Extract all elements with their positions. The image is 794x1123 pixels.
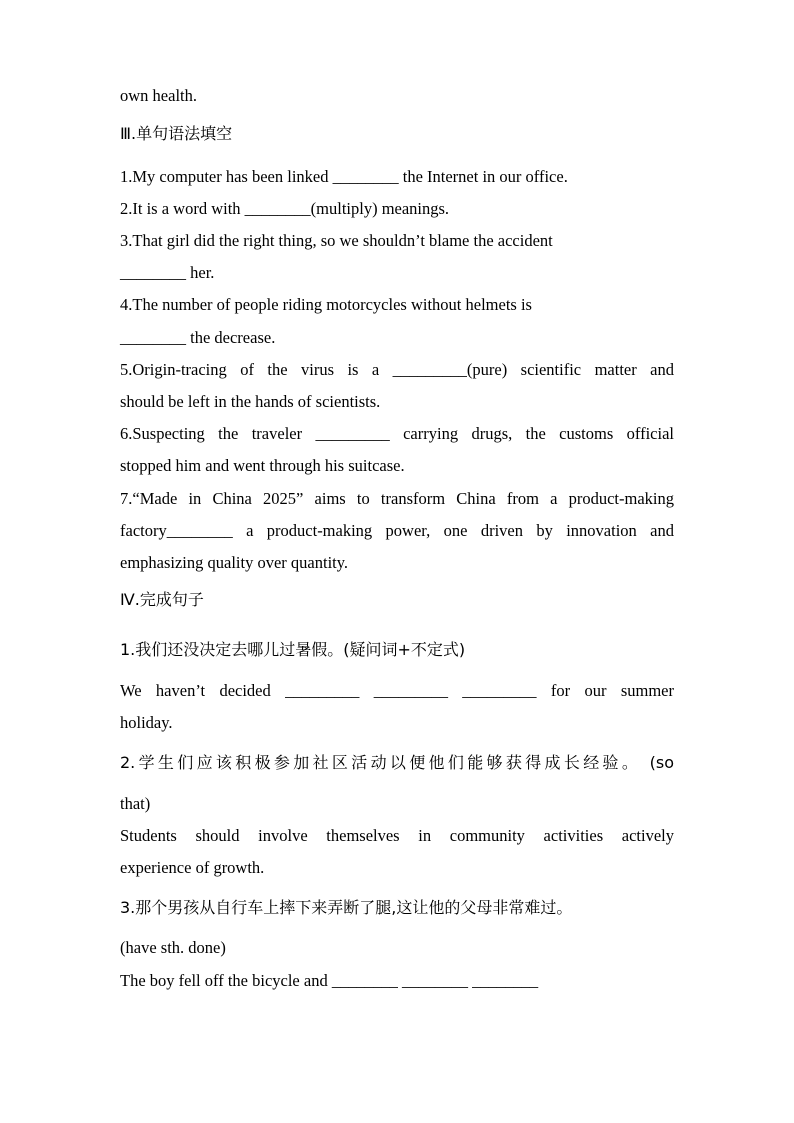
text-line: 1.My computer has been linked ________ the Internet in our office. xyxy=(120,167,568,186)
text-line: The boy fell off the bicycle and ________ ________ ________ xyxy=(120,971,539,990)
text-line: 6.Suspecting the traveler _________ carrying drugs, the customs official xyxy=(120,424,674,443)
text-line: 2.It is a word with ________(multiply) meanings. xyxy=(120,199,450,218)
text-line: holiday. xyxy=(120,713,173,732)
text-line: should be left in the hands of scientists. xyxy=(120,392,381,411)
text-line: own health. xyxy=(120,86,197,105)
text-line: experience of growth. xyxy=(120,858,265,877)
text-line: ________ the decrease. xyxy=(120,328,276,347)
text-line: emphasizing quality over quantity. xyxy=(120,553,349,572)
text-line: Students should involve themselves in community activities actively xyxy=(120,826,674,845)
text-line: 2.学生们应该积极参加社区活动以便他们能够获得成长经验。 (so xyxy=(120,753,674,772)
text-line: 7.“Made in China 2025” aims to transform China from a product-making xyxy=(120,489,674,508)
text-line: 3.那个男孩从自行车上摔下来弄断了腿,这让他的父母非常难过。 xyxy=(120,898,573,917)
text-line: ________ her. xyxy=(120,263,215,282)
section-heading: Ⅳ.完成句子 xyxy=(120,590,204,609)
text-line: 4.The number of people riding motorcycles without helmets is xyxy=(120,295,532,314)
text-line: stopped him and went through his suitcase. xyxy=(120,456,405,475)
text-line: 3.That girl did the right thing, so we shouldn’t blame the accident xyxy=(120,231,553,250)
section-heading: Ⅲ.单句语法填空 xyxy=(120,124,233,143)
text-line: 5.Origin-tracing of the virus is a _________(pure) scientific matter and xyxy=(120,360,674,379)
text-line: (have sth. done) xyxy=(120,938,226,957)
text-line: factory________ a product-making power, one driven by innovation and xyxy=(120,521,674,540)
text-line: We haven’t decided _________ _________ _________ for our summer xyxy=(120,681,674,700)
text-line: that) xyxy=(120,794,151,813)
text-line: 1.我们还没决定去哪儿过暑假。(疑问词+不定式) xyxy=(120,640,466,659)
